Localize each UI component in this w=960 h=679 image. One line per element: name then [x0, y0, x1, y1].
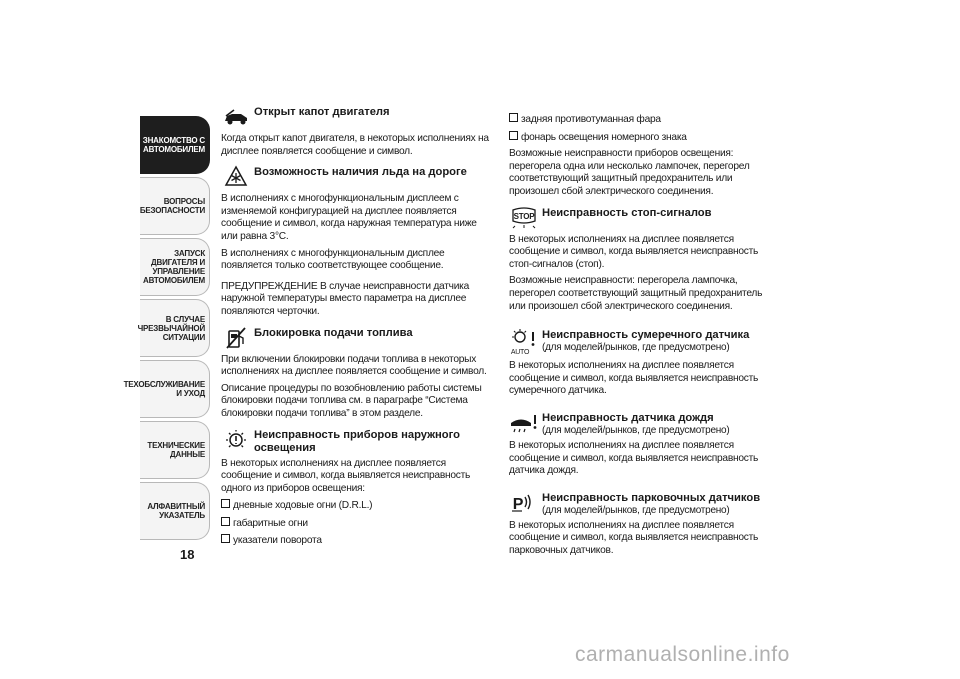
list-item: габаритные огни: [221, 517, 491, 531]
tab-maintenance[interactable]: ТЕХОБСЛУЖИВАНИЕ И УХОД: [140, 360, 210, 418]
page-number: 18: [180, 547, 195, 562]
tab-index[interactable]: АЛФАВИТНЫЙ УКАЗАТЕЛЬ: [140, 482, 210, 540]
checkbox-bullet-icon: [221, 517, 230, 526]
section-hood-open: [221, 104, 491, 130]
paragraph: Возможные неисправности: перегорела лампочка, перегорел соответствующий защитный предохранитель или произошел сбой электрического соединения.: [509, 275, 763, 312]
section-parking-sensors: [509, 490, 779, 517]
tab-emergency[interactable]: В СЛУЧАЕ ЧРЕЗВЫЧАЙНОЙ СИТУАЦИИ: [140, 299, 210, 357]
paragraph: В некоторых исполнениях на дисплее появляется сообщение и символ, когда выявляется неисправность датчика дождя.: [509, 439, 759, 477]
svg-text:STOP: STOP: [513, 211, 535, 221]
warning-paragraph: ПРЕДУПРЕЖДЕНИЕ В случае неисправности датчика наружной температуры вместо параметра на дисплее появляются черточки.: [221, 280, 469, 317]
exterior-lights-fault-icon: [221, 427, 251, 453]
paragraph: В некоторых исполнениях на дисплее появляется сообщение и символ, когда выявляется неисправность стоп-сигналов (стоп).: [509, 233, 759, 270]
section-rain-sensor: [509, 410, 779, 437]
paragraph: В некоторых исполнениях на дисплее появляется сообщение и символ, когда выявляется неисправность сумеречного датчика.: [509, 360, 759, 397]
paragraph: В исполнениях с многофункциональным дисплеем с изменяемой конфигурацией на дисплее появляется сообщение и символ, когда наружная температура ниже или равна 3°C.: [221, 193, 477, 242]
svg-text:AUTO: AUTO: [510, 349, 530, 357]
list-item: указатели поворота: [221, 534, 491, 548]
section-title: Неисправность стоп-сигналов: [542, 206, 712, 219]
section-title: Неисправность сумеречного датчика: [542, 329, 750, 342]
paragraph: Когда открыт капот двигателя, в некоторых исполнениях на дисплее появляется сообщение и символ.: [221, 133, 489, 157]
section-stop-lamps: [509, 205, 779, 231]
checkbox-bullet-icon: [221, 499, 230, 508]
list-item: задняя противотуманная фара: [509, 113, 779, 127]
tab-starting-driving[interactable]: ЗАПУСК ДВИГАТЕЛЯ И УПРАВЛЕНИЕ АВТОМОБИЛЕМ: [140, 238, 210, 296]
right-column: [509, 113, 779, 561]
section-road-ice: [221, 164, 491, 190]
section-title: Блокировка подачи топлива: [254, 326, 413, 339]
tab-safety[interactable]: ВОПРОСЫ БЕЗОПАСНОСТИ: [140, 177, 210, 235]
section-title: Неисправность приборов наружного освещения: [254, 428, 460, 454]
paragraph: В некоторых исполнениях на дисплее появляется сообщение и символ, когда выявляется неисправность парковочных датчиков.: [509, 519, 759, 556]
section-exterior-lights: [221, 427, 491, 455]
section-subtitle: (для моделей/рынков, где предусмотрено): [542, 504, 730, 516]
section-title: Открыт капот двигателя: [254, 106, 390, 118]
paragraph: При включении блокировки подачи топлива в некоторых исполнениях на дисплее появляется сообщение и символ.: [221, 353, 487, 378]
rain-sensor-fault-icon: [509, 410, 539, 436]
tab-technical-data[interactable]: ТЕХНИЧЕСКИЕ ДАННЫЕ: [140, 421, 210, 479]
svg-text:P: P: [512, 495, 524, 513]
section-fuel-cutoff: [221, 325, 491, 351]
paragraph: Описание процедуры по возобновлению работы системы блокировки подачи топлива см. в параграфе “Система блокировки подачи топлива” в этом разделе.: [221, 382, 482, 419]
checkbox-bullet-icon: [509, 113, 518, 122]
tab-vehicle-intro[interactable]: ЗНАКОМСТВО С АВТОМОБИЛЕМ: [140, 116, 210, 174]
checkbox-bullet-icon: [221, 534, 230, 543]
chapter-sidebar: [123, 116, 212, 543]
list-item: фонарь освещения номерного знака: [509, 131, 779, 145]
stop-lamp-fault-icon: [509, 205, 539, 231]
section-title: Неисправность парковочных датчиков: [542, 491, 761, 504]
fuel-cutoff-icon: [221, 325, 251, 351]
left-column: [221, 104, 491, 552]
snowflake-warning-icon: [221, 164, 251, 190]
section-subtitle: (для моделей/рынков, где предусмотрено): [542, 342, 730, 354]
list-item: дневные ходовые огни (D.R.L.): [221, 499, 491, 513]
section-title: Возможность наличия льда на дороге: [254, 166, 467, 179]
section-dusk-sensor: [509, 327, 779, 357]
car-hood-open-icon: [221, 104, 251, 130]
paragraph: Возможные неисправности приборов освещения: перегорела одна или несколько лампочек, перегорел соответствующий защитный предохранитель или произошел сбой электрического соединения.: [509, 148, 750, 197]
watermark-text: carmanualsonline.info: [575, 643, 790, 666]
section-title: Неисправность датчика дождя: [542, 411, 714, 424]
paragraph: В исполнениях с многофункциональным дисплее появляется только соответствующее сообщение.: [221, 247, 445, 272]
parking-sensor-fault-icon: [509, 490, 539, 516]
section-subtitle: (для моделей/рынков, где предусмотрено): [542, 424, 730, 436]
checkbox-bullet-icon: [509, 131, 518, 140]
paragraph: В некоторых исполнениях на дисплее появляется сообщение и символ, когда выявляется неисправность одного из приборов освещения:: [221, 457, 471, 494]
dusk-sensor-fault-icon: [509, 327, 539, 357]
